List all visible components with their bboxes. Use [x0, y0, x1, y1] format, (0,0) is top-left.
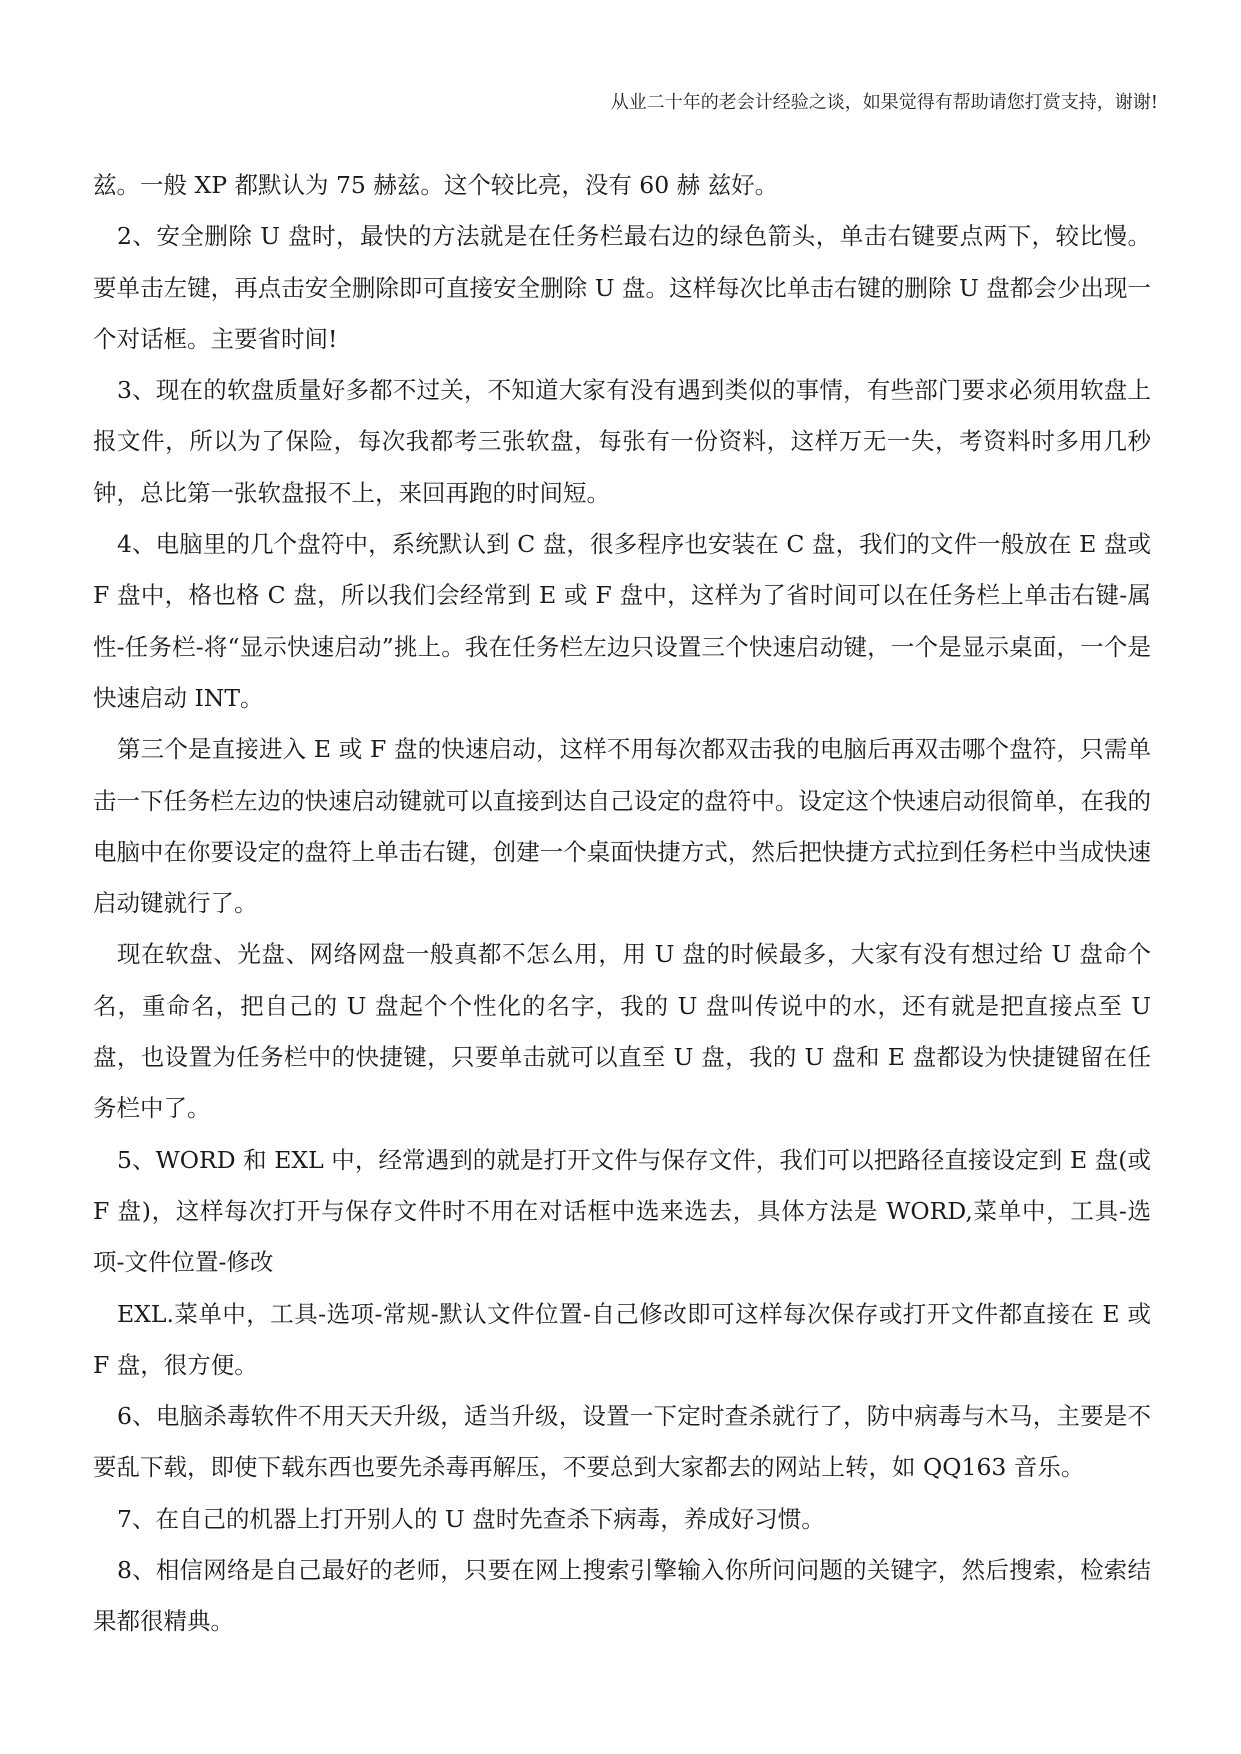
- paragraph-continuation: 兹。一般 XP 都默认为 75 赫兹。这个较比亮，没有 60 赫 兹好。: [93, 171, 779, 199]
- page-header: 从业二十年的老会计经验之谈，如果觉得有帮助请您打赏支持，谢谢!: [610, 92, 1158, 113]
- paragraph-tip-8: 8、相信网络是自己最好的老师，只要在网上搜索引擎输入你所问问题的关键字，然后搜索，检索结果都很精典。: [93, 1556, 1151, 1636]
- paragraph-tip-7: 7、在自己的机器上打开别人的 U 盘时先查杀下病毒，养成好习惯。: [117, 1504, 825, 1533]
- paragraph-tip-2: 2、安全删除 U 盘时，最快的方法就是在任务栏最右边的绿色箭头，单击右键要点两下，较比慢。要单击左键，再点击安全删除即可直接安全删除 U 盘。这样每次比单击右键的删除 U 盘都会少出现一个对话框。主要省时间!: [93, 222, 1151, 353]
- paragraph-tip-3: 3、现在的软盘质量好多都不过关，不知道大家有没有遇到类似的事情，有些部门要求必须用软盘上报文件，所以为了保险，每次我都考三张软盘，每张有一份资料，这样万无一失，考资料时多用几秒钟，总比第一张软盘报不上，来回再跑的时间短。: [93, 376, 1151, 507]
- paragraph-tip-4: 4、电脑里的几个盘符中，系统默认到 C 盘，很多程序也安装在 C 盘，我们的文件一般放在 E 盘或 F 盘中，格也格 C 盘，所以我们会经常到 E 或 F 盘中，这样为了省时间可以在任务栏上单击右键-属性-任务栏-将“显示快速启动”挑上。我在任务栏左边只设置三个快速启动键，一个是显示桌面，一个是快速启动 INT。: [93, 530, 1151, 712]
- paragraph-tip-4-quicklaunch: 第三个是直接进入 E 或 F 盘的快速启动，这样不用每次都双击我的电脑后再双击哪个盘符，只需单击一下任务栏左边的快速启动键就可以直接到达自己设定的盘符中。设定这个快速启动很简单，在我的电脑中在你要设定的盘符上单击右键，创建一个桌面快捷方式，然后把快捷方式拉到任务栏中当成快速启动键就行了。: [93, 735, 1151, 918]
- paragraph-tip-5: 5、WORD 和 EXL 中，经常遇到的就是打开文件与保存文件，我们可以把路径直接设定到 E 盘(或 F 盘)，这样每次打开与保存文件时不用在对话框中选来选去，具体方法是 WORD,菜单中，工具-选项-文件位置-修改: [93, 1145, 1151, 1277]
- paragraph-tip-5-exl: EXL.菜单中，工具-选项-常规-默认文件位置-自己修改即可这样每次保存或打开文件都直接在 E 或 F 盘，很方便。: [93, 1299, 1151, 1379]
- paragraph-tip-6: 6、电脑杀毒软件不用天天升级，适当升级，设置一下定时查杀就行了，防中病毒与木马，主要是不要乱下载，即使下载东西也要先杀毒再解压，不要总到大家都去的网站上转，如 QQ163 音乐。: [93, 1402, 1151, 1482]
- document-body: [93, 160, 1151, 1648]
- paragraph-tip-4-usb: 现在软盘、光盘、网络网盘一般真都不怎么用，用 U 盘的时候最多，大家有没有想过给 U 盘命个名，重命名，把自己的 U 盘起个个性化的名字，我的 U 盘叫传说中的水，还有就是把直接点至 U 盘，也设置为任务栏中的快捷键，只要单击就可以直至 U 盘，我的 U 盘和 E 盘都设为快捷键留在任务栏中了。: [93, 940, 1151, 1123]
